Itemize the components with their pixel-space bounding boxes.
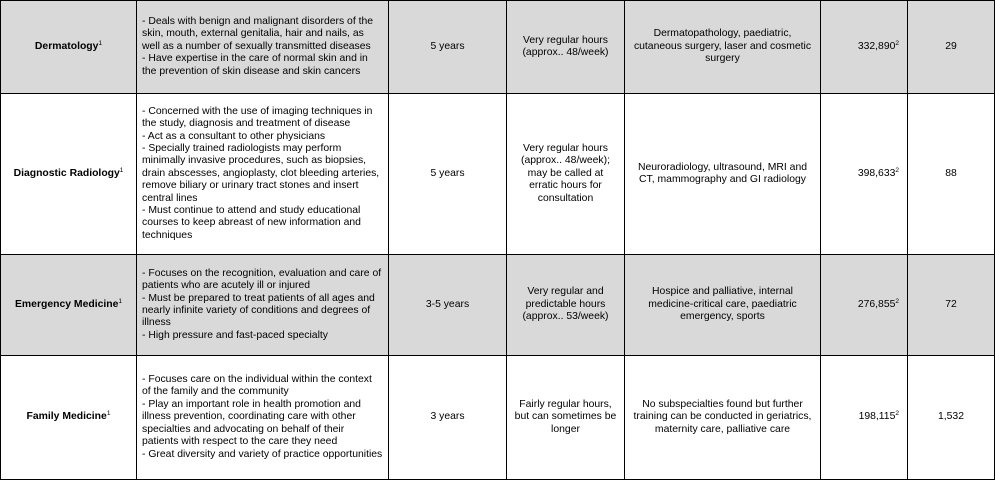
footnote-marker: 2 [895,166,899,174]
specialty-name: Dermatology [34,40,99,52]
table-row [1,1,995,94]
income-cell [821,1,908,94]
subspecialties-cell: Neuroradiology, ultrasound, MRI and CT, mammography and GI radiology [625,94,821,255]
count-cell: 1,532 [908,356,995,480]
specialty-cell [1,255,137,356]
description-line: - Specially trained radiologists may perform minimally invasive procedures, such as biopsies, drain abscesses, angioplasty, clot bleeding arteries, remove biliary or urinary tract stones and insert central lines [142,142,380,204]
income-value: 332,890 [857,40,896,52]
description-cell [137,255,389,356]
specialty-cell [1,1,137,94]
subspecialties-cell: No subspecialties found but further training can be conducted in geriatrics, maternity care, palliative care [625,356,821,480]
description-cell [137,356,389,480]
specialty-name: Diagnostic Radiology [13,167,120,179]
footnote-marker: 1 [119,166,124,174]
subspecialties-cell: Hospice and palliative, internal medicine-critical care, paediatric emergency, sports [625,255,821,356]
specialty-name: Emergency Medicine [15,298,119,310]
description-line: - Concerned with the use of imaging techniques in the study, diagnosis and treatment of disease [142,105,373,130]
training-cell: 3 years [389,356,507,480]
footnote-marker: 1 [106,410,111,418]
subspecialties-cell: Dermatopathology, paediatric, cutaneous surgery, laser and cosmetic surgery [625,1,821,94]
hours-cell: Fairly regular hours, but can sometimes be longer [507,356,625,480]
footnote-marker: 2 [895,410,899,418]
footnote-marker: 2 [895,297,899,305]
footnote-marker: 1 [118,297,122,305]
training-cell: 3-5 years [389,255,507,356]
footnote-marker: 1 [98,39,103,47]
hours-cell: Very regular hours (approx.. 48/week) [507,1,625,94]
income-cell [821,356,908,480]
description-line: - Focuses care on the individual within the context of the family and the community [142,374,372,398]
description-line: - Act as a consultant to other physicians [142,130,326,142]
specialty-cell [1,356,137,480]
specialty-name: Family Medicine [26,411,107,423]
description-line: - Must be prepared to treat patients of all ages and nearly infinite variety of conditions and degrees of illness [142,292,375,329]
description-line: - Focuses on the recognition, evaluation and care of patients who are acutely ill or injured [142,267,382,292]
table-row [1,356,995,480]
training-cell: 5 years [389,94,507,255]
income-cell [821,255,908,356]
description-cell [137,1,389,94]
description-cell [137,94,389,255]
count-cell: 72 [908,255,995,356]
income-value: 198,115 [858,411,896,423]
description-line: - Great diversity and variety of practice opportunities [142,448,383,460]
income-cell [821,94,908,255]
specialty-cell [1,94,137,255]
income-value: 276,855 [857,298,896,310]
description-line: - Play an important role in health promotion and illness prevention, coordinating care with other specialties and advocating on behalf of their patients with respect to the care they need [142,398,361,448]
footnote-marker: 2 [895,39,899,47]
description-line: - Deals with benign and malignant disorders of the skin, mouth, external genitalia, hair and nails, as well as a number of sexually transmitted diseases [142,15,374,52]
hours-cell: Very regular and predictable hours (approx.. 53/week) [507,255,625,356]
training-cell: 5 years [389,1,507,94]
income-value: 398,633 [857,167,896,179]
count-cell: 29 [908,1,995,94]
hours-cell: Very regular hours (approx.. 48/week); may be called at erratic hours for consultation [507,94,625,255]
description-line: - High pressure and fast-paced specialty [142,329,328,341]
table-row [1,94,995,255]
table-row [1,255,995,356]
count-cell: 88 [908,94,995,255]
description-line: - Have expertise in the care of normal skin and in the prevention of skin disease and skin cancers [142,53,368,77]
description-line: - Must continue to attend and study educational courses to keep abreast of new information and techniques [142,205,361,241]
